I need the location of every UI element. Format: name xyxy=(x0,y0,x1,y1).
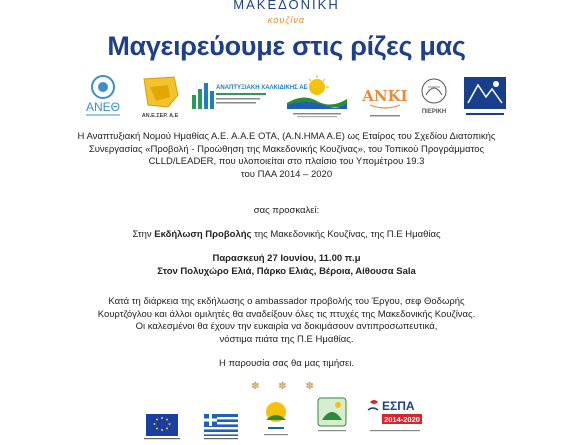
espa-logo xyxy=(366,396,424,445)
intro-line: Η Αναπτυξιακή Νομού Ημαθίας Α.Ε. Α.Α.Ε ΟΤΑ, (Α.Ν.ΗΜΑ Α.Ε) ως Εταίρος του Σχεδίου Διατοπικής xyxy=(77,131,496,142)
event-line xyxy=(20,229,553,242)
funding-logos xyxy=(140,390,440,443)
description-line: Κατά τη διάρκεια της εκδήλωσης ο ambassador προβολής του Έργου, σεφ Θοδωρής xyxy=(108,296,465,307)
event-prefix: Στην xyxy=(132,229,155,240)
intro-line: CLLD/LEADER, που υλοποιείται στο πλαίσιο του Υπομέτρου 19.3 xyxy=(148,156,425,167)
anima-logo xyxy=(462,73,508,121)
description-paragraph xyxy=(20,296,553,346)
eu-flag-icon xyxy=(140,412,184,445)
page-title: Μαγειρεύουμε στις ρίζες μας xyxy=(107,31,466,61)
espa-years: 2014-2020 xyxy=(384,415,420,424)
intro-paragraph xyxy=(20,131,553,181)
anesep-logo xyxy=(138,73,182,121)
greek-flag-icon xyxy=(200,412,242,445)
rural-development-logo xyxy=(312,394,352,443)
event-title: Εκδήλωση Προβολής xyxy=(154,229,252,240)
event-details xyxy=(20,253,553,278)
intro-line: του ΠΑΑ 2014 – 2020 xyxy=(240,168,333,180)
description-line: νόστιμα πιάτα της Π.Ε Ημαθίας. xyxy=(219,333,354,345)
brand-subtitle: κουζίνα xyxy=(267,15,306,25)
aneth-logo xyxy=(78,73,128,121)
anki-logo-text: ΑΝΚΙ xyxy=(362,87,408,105)
regional-agency-logo xyxy=(283,73,351,121)
pieriki-logo-text: ΠΙΕΡΙΚΗ xyxy=(421,109,447,115)
intro-line: Συνεργασίας «Προβολή - Προώθηση της Μακεδονικής Κουζίνας», του Τοπικού Προγράμματος xyxy=(88,143,485,155)
pieriki-logo xyxy=(414,73,454,121)
description-line: Κουρτζόγλου και άλλοι ομιλητές θα αναδείξουν όλες τις πτυχές της Μακεδονικής Κουζίνας. xyxy=(97,308,476,320)
event-date: Παρασκευή 27 Ιουνίου, 11.00 π.μ xyxy=(212,253,361,264)
anaptyxiaki-chalkidikis-logo xyxy=(190,73,308,121)
anaptyxiaki-logo-text: ΑΝΑΠΤΥΞΙΑΚΗ ΧΑΛΚΙΔΙΚΗΣ ΑΕ xyxy=(216,85,308,91)
description-line: Οι καλεσμένοι θα έχουν την ευκαιρία να δοκιμάσουν αντιπροσωπευτικά, xyxy=(135,321,438,332)
ornament-divider: ✽ ✽ ✽ xyxy=(251,381,322,392)
invite-line: σας προσκαλεί: xyxy=(253,205,320,216)
aneth-logo-text: ΑΝΕΘ xyxy=(85,100,121,114)
brand-header xyxy=(0,0,573,25)
leader-logo xyxy=(258,398,294,443)
brand-name: ΜΑΚΕΔΟΝΙΚΗ xyxy=(233,0,340,12)
anesep-logo-text: ΑΝ.Ε.ΣΕΡ. Α.Ε xyxy=(141,113,179,119)
anki-logo xyxy=(364,73,406,121)
espa-logo-text: ΕΣΠΑ xyxy=(382,399,415,413)
event-suffix: της Μακεδονικής Κουζίνας, της Π.Ε Ημαθίας xyxy=(251,229,441,240)
closing-line: Η παρουσία σας θα μας τιμήσει. xyxy=(218,358,355,369)
event-venue: Στον Πολυχώρο Ελιά, Πάρκο Ελιάς, Βέροια, Αίθουσα Sala xyxy=(157,265,416,277)
partner-logos xyxy=(78,73,508,121)
